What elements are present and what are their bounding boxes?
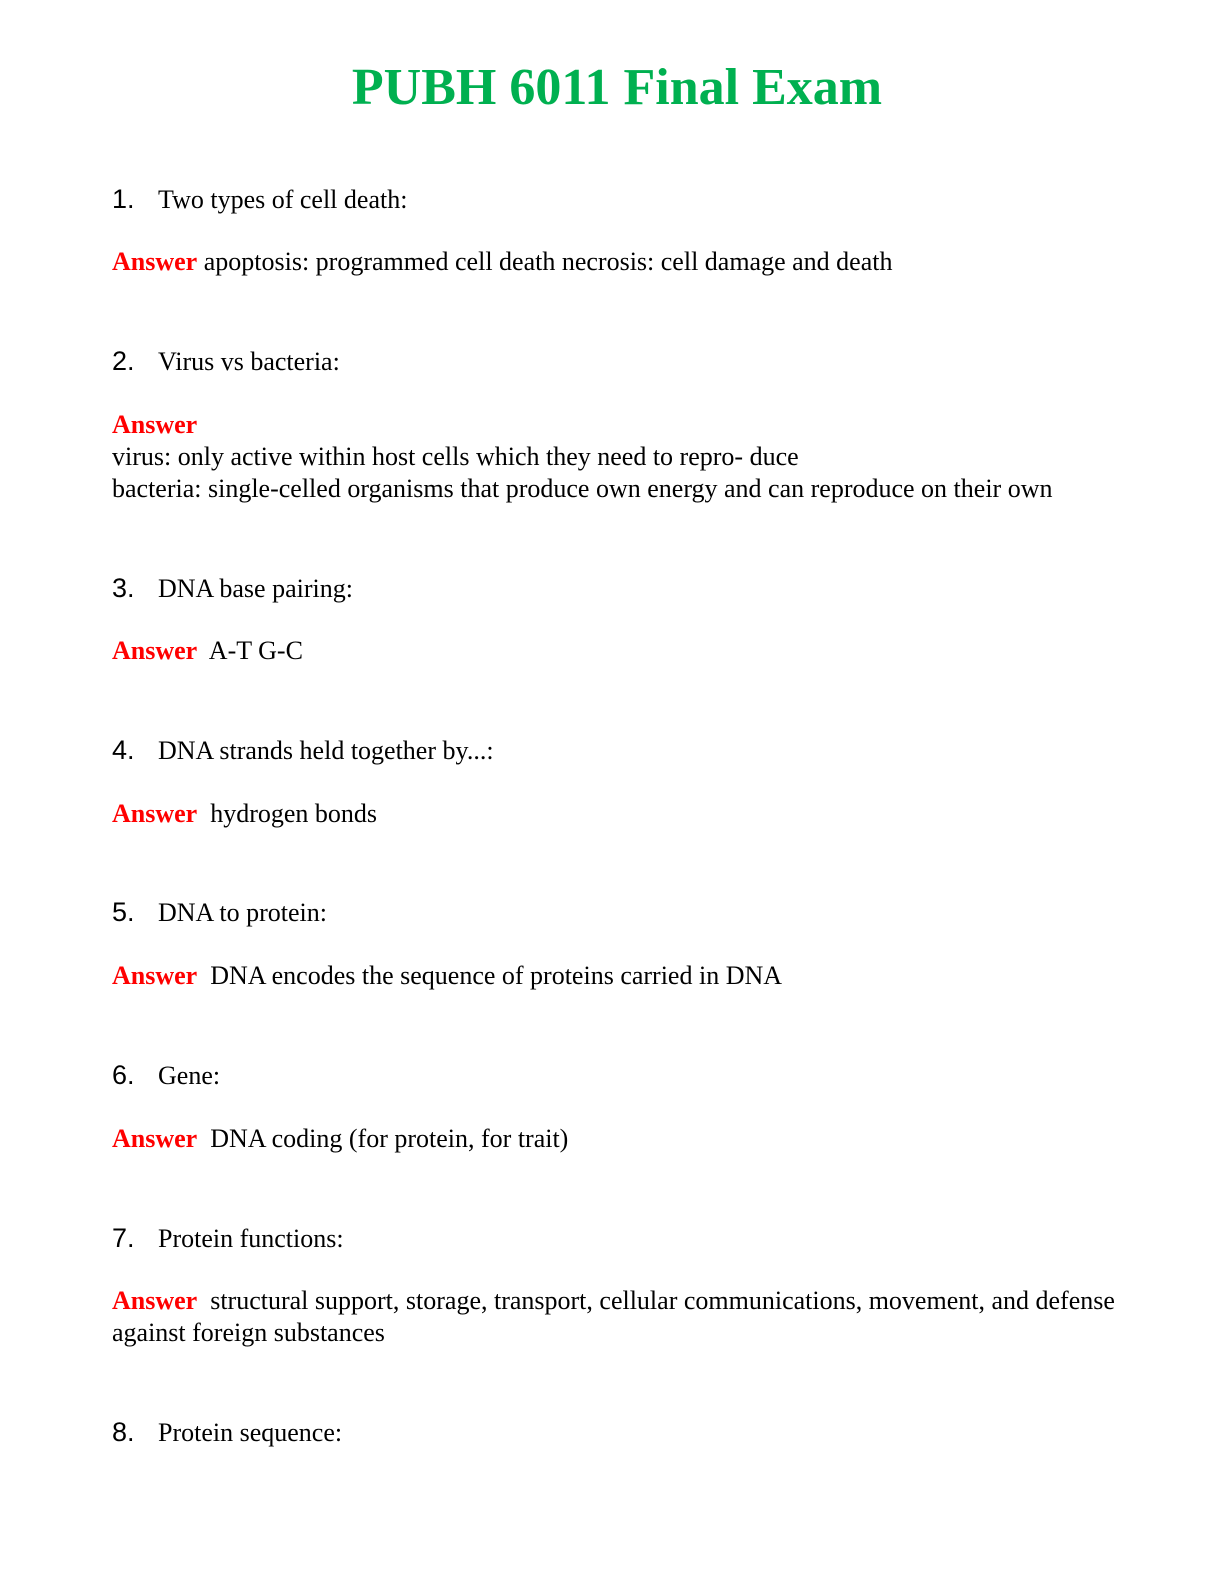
question-number: 4. — [112, 735, 135, 765]
question-number: 6. — [112, 1060, 135, 1090]
question-text: DNA strands held together by...: — [158, 736, 494, 765]
answer-4 — [112, 798, 1122, 830]
question-6 — [112, 1059, 220, 1092]
question-number: 1. — [112, 184, 135, 214]
answer-label: Answer — [112, 961, 198, 990]
question-1 — [112, 183, 407, 216]
answer-text: DNA encodes the sequence of proteins carried in DNA — [210, 961, 783, 990]
question-text: Virus vs bacteria: — [158, 347, 340, 376]
answer-label: Answer — [112, 247, 198, 276]
answer-line: virus: only active within host cells which they need to repro- duce — [112, 442, 799, 471]
question-number: 3. — [112, 573, 135, 603]
answer-5 — [112, 960, 1122, 992]
answer-text: DNA coding (for protein, for trait) — [210, 1124, 569, 1153]
document-title: PUBH 6011 Final Exam — [351, 59, 883, 116]
question-7 — [112, 1222, 344, 1255]
question-text: Two types of cell death: — [158, 185, 408, 214]
answer-text: A-T G-C — [208, 636, 303, 665]
question-text: Protein sequence: — [158, 1418, 343, 1447]
question-2 — [112, 345, 340, 378]
answer-1 — [112, 246, 1122, 278]
question-4 — [112, 734, 494, 767]
answer-3 — [112, 635, 1122, 667]
answer-line: bacteria: single-celled organisms that produce own energy and can reproduce on their own — [112, 474, 1053, 503]
question-text: Protein functions: — [158, 1224, 344, 1253]
question-number: 7. — [112, 1223, 135, 1253]
answer-6 — [112, 1123, 1122, 1155]
question-8 — [112, 1416, 342, 1449]
answer-7 — [112, 1285, 1122, 1349]
answer-label: Answer — [112, 636, 198, 665]
answer-label: Answer — [112, 410, 198, 439]
answer-label: Answer — [112, 1286, 198, 1315]
question-number: 2. — [112, 346, 135, 376]
answer-2 — [112, 409, 1122, 505]
question-3 — [112, 572, 353, 605]
question-5 — [112, 896, 327, 929]
answer-text: apoptosis: programmed cell death necrosis: cell damage and death — [203, 247, 893, 276]
answer-label: Answer — [112, 799, 198, 828]
question-text: Gene: — [158, 1061, 221, 1090]
answer-text: hydrogen bonds — [210, 799, 378, 828]
question-number: 5. — [112, 897, 135, 927]
question-number: 8. — [112, 1417, 135, 1447]
question-text: DNA to protein: — [158, 898, 327, 927]
question-text: DNA base pairing: — [158, 574, 353, 603]
answer-label: Answer — [112, 1124, 198, 1153]
answer-text: structural support, storage, transport, cellular communications, movement, and defense against foreign substances — [112, 1286, 1115, 1347]
